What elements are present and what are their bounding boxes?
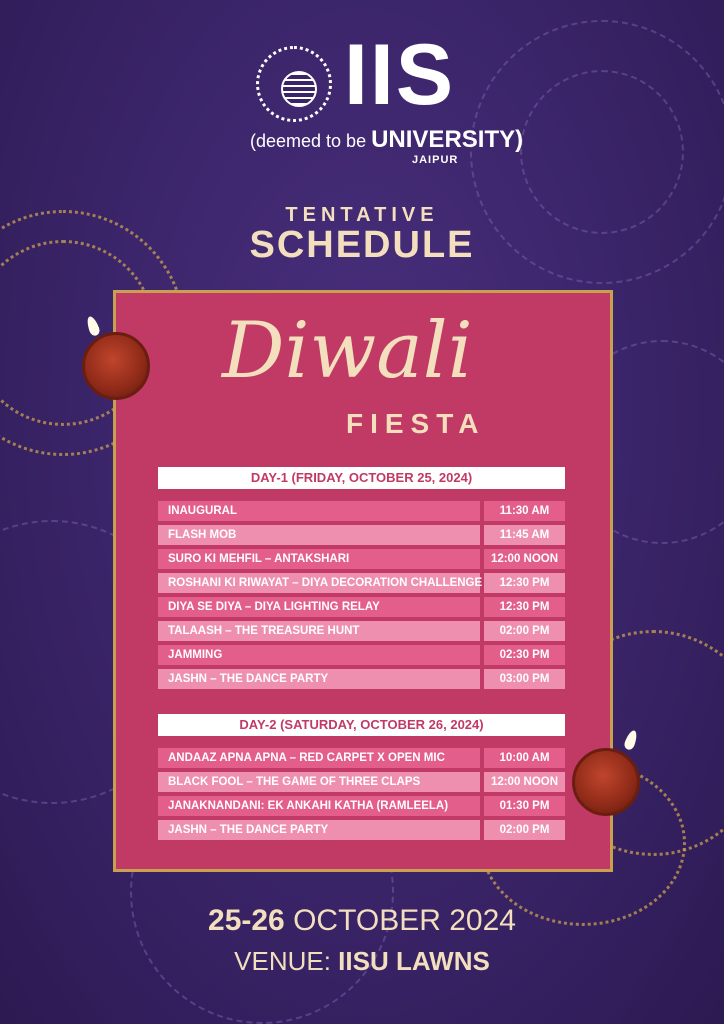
day1-event: FLASH MOB [158,525,480,545]
day1-time: 11:30 AM [484,501,565,521]
day2-time: 10:00 AM [484,748,565,768]
day1-time: 12:00 NOON [484,549,565,569]
day1-time: 02:30 PM [484,645,565,665]
day1-time: 11:45 AM [484,525,565,545]
logo-city: JAIPUR [412,154,459,166]
day1-event: DIYA SE DIYA – DIYA LIGHTING RELAY [158,597,480,617]
logo-tagline: (deemed to be UNIVERSITY) [250,126,524,153]
event-title: Diwali [222,306,473,396]
day2-event: BLACK FOOL – THE GAME OF THREE CLAPS [158,772,480,792]
day1-time: 12:30 PM [484,597,565,617]
day2-event: JASHN – THE DANCE PARTY [158,820,480,840]
event-venue: VENUE: IISU LAWNS [234,946,490,976]
day1-time: 02:00 PM [484,621,565,641]
day1-time: 12:30 PM [484,573,565,593]
day1-event: JASHN – THE DANCE PARTY [158,669,480,689]
globe-emblem-icon [256,46,332,122]
day2-event: JANAKNANDANI: EK ANKAHI KATHA (RAMLEELA) [158,796,480,816]
event-subtitle: FIESTA [346,408,486,439]
day2-time: 01:30 PM [484,796,565,816]
day1-event: INAUGURAL [158,501,480,521]
day1-time: 03:00 PM [484,669,565,689]
day1-event: ROSHANI KI RIWAYAT – DIYA DECORATION CHALLENGE [158,573,480,593]
logo-wordmark: IIS [344,27,456,123]
day1-event: JAMMING [158,645,480,665]
diya-lamp-icon [82,332,150,400]
day1-heading: DAY-1 (FRIDAY, OCTOBER 25, 2024) [158,467,565,489]
day1-event: TALAASH – THE TREASURE HUNT [158,621,480,641]
day2-time: 12:00 NOON [484,772,565,792]
schedule-heading: SCHEDULE [249,224,475,266]
university-logo [250,27,524,168]
event-dates: 25-26 OCTOBER 2024 [208,904,516,937]
day2-time: 02:00 PM [484,820,565,840]
day2-event: ANDAAZ APNA APNA – RED CARPET X OPEN MIC [158,748,480,768]
day2-heading: DAY-2 (SATURDAY, OCTOBER 26, 2024) [158,714,565,736]
tentative-label: TENTATIVE [285,204,439,226]
day1-event: SURO KI MEHFIL – ANTAKSHARI [158,549,480,569]
diya-lamp-icon [572,748,640,816]
